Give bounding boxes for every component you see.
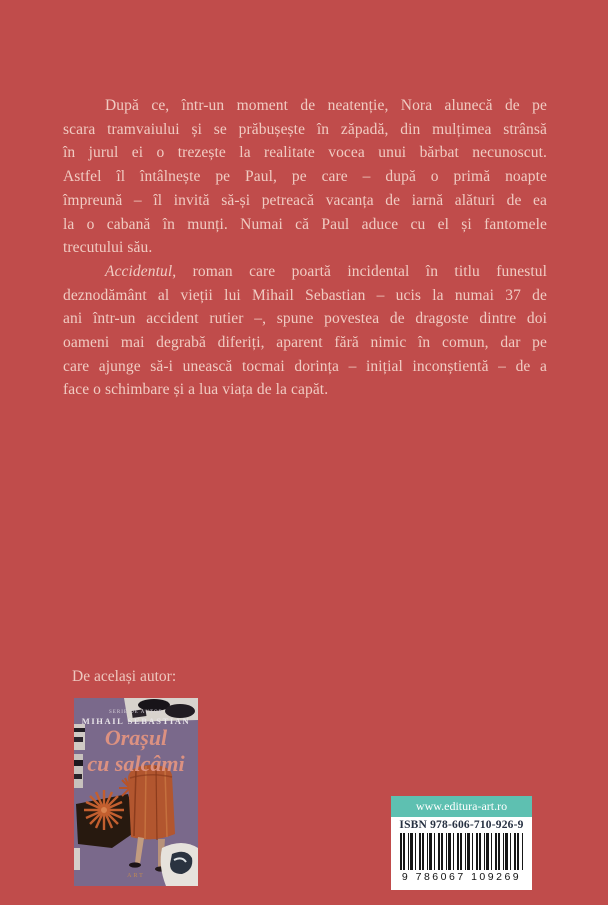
blurb-line: trecutului său.: [63, 239, 153, 257]
blurb-paragraph-2: [63, 260, 547, 402]
thumbnail-title-line2: cu salcâmi: [87, 751, 185, 776]
thumbnail-author: MIHAIL SEBASTIAN: [81, 716, 191, 726]
blurb-line: care ajunge să-i unească tocmai dorința – inițial inconștientă – de a: [63, 357, 547, 375]
blurb-line: scara tramvaiului și se prăbușește în zăpadă, din mulțimea strânsă: [63, 120, 547, 138]
blurb-line: face o schimbare și a lua viața de la capăt.: [63, 381, 329, 399]
blurb-line: [63, 260, 547, 284]
blurb-line: în jurul ei o trezește la realitate vocea unui bărbat necunoscut.: [63, 144, 547, 162]
blurb-line: oameni mai degrabă diferiți, aparent fără nimic în comun, dar pe: [63, 334, 547, 352]
isbn-label: ISBN 978-606-710-926-9: [399, 819, 524, 831]
barcode-block: [391, 796, 532, 890]
also-by-author-label: De același autor:: [72, 668, 177, 685]
blurb-line-rest: , roman care poartă incidental în titlu funestul: [172, 262, 547, 280]
blurb-line: la o cabană în munți. Numai că Paul aduce cu el și fantomele: [63, 215, 547, 233]
blurb-line: După ce, într-un moment de neatenție, Nora alunecă de pe: [105, 97, 547, 114]
thumbnail-title-line1: Orașul: [104, 725, 168, 750]
publisher-website: www.editura-art.ro: [391, 796, 532, 817]
publisher-logo: ART: [127, 873, 145, 879]
blurb-paragraph-1: [63, 94, 547, 260]
barcode-digits: 9 786067 109269: [401, 871, 522, 883]
isbn-box: [391, 817, 532, 890]
series-label: SERIE DE AUTOR: [109, 710, 163, 715]
blurb-line: împreună – îl invită să-și petreacă vacanța de iarnă alături de ea: [63, 191, 547, 209]
book-thumbnail-orasul-cu-salcami: [74, 698, 198, 886]
blurb-line: ani într-un accident rutier –, spune povestea de dragoste dintre doi: [63, 310, 547, 328]
book-title-italic: Accidentul: [105, 262, 173, 280]
barcode-bars: [400, 833, 524, 870]
back-cover-blurb: [63, 94, 547, 402]
blurb-line: Astfel îl întâlnește pe Paul, pe care – după o primă noapte: [63, 168, 547, 186]
blurb-line: deznodământ al vieții lui Mihail Sebastian – ucis la numai 37 de: [63, 286, 547, 304]
